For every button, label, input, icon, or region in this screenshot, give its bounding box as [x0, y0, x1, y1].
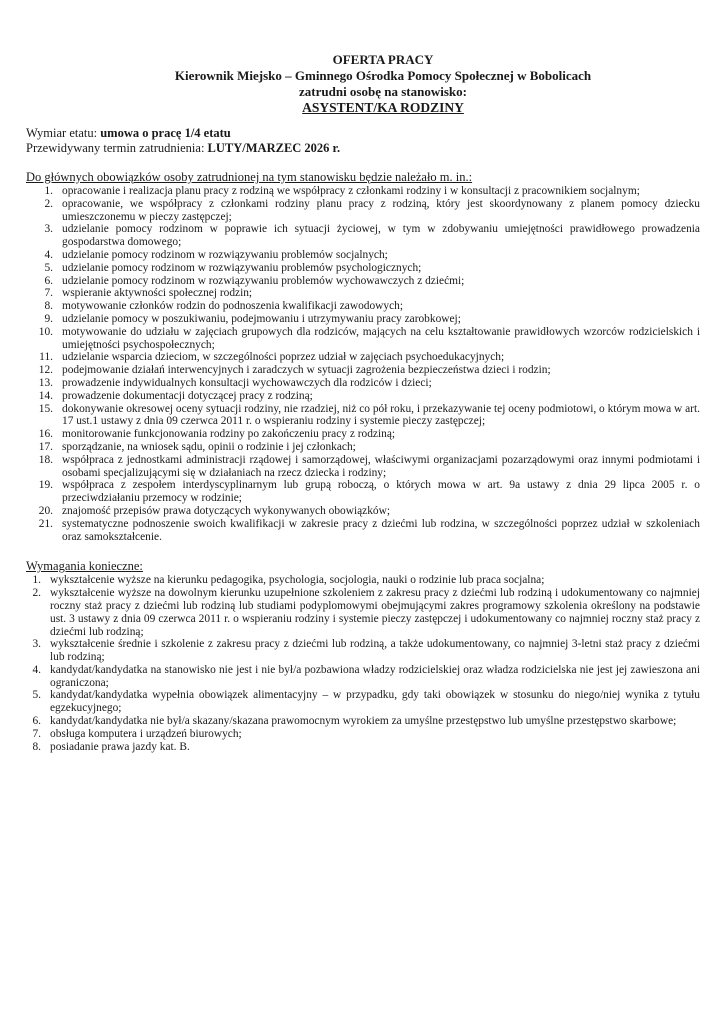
duty-item-text: udzielanie pomocy w poszukiwaniu, podejmowaniu i utrzymywaniu pracy zarobkowej; [62, 312, 461, 325]
duty-item-number: 4. [44, 248, 53, 261]
duty-item-text: udzielanie pomocy rodzinom w rozwiązywaniu problemów socjalnych; [62, 248, 388, 261]
duty-item-number: 17. [38, 440, 53, 453]
requirement-item-number: 1. [32, 574, 41, 587]
term-label: Przewidywany termin zatrudnienia: [26, 141, 205, 155]
duty-item [26, 364, 700, 377]
requirement-item-number: 7. [32, 727, 41, 740]
duty-item-text: współpraca z jednostkami administracji rządowej i samorządowej, właściwymi organizacjami pozarządowymi oraz innymi podmiotami i osobami specjalizującymi się w działaniach na rzecz dziecka i rodziny; [62, 453, 700, 479]
requirements-list [26, 574, 700, 753]
requirement-item [26, 689, 700, 715]
duty-item-number: 13. [38, 376, 53, 389]
duty-item-text: prowadzenie indywidualnych konsultacji wychowawczych dla rodziców i dzieci; [62, 376, 432, 389]
duty-item [26, 326, 700, 352]
etat-row [26, 126, 700, 141]
term-value: LUTY/MARZEC 2026 r. [207, 141, 341, 155]
duty-item-text: udzielanie pomocy rodzinom w rozwiązywaniu problemów psychologicznych; [62, 261, 422, 274]
requirement-item [26, 664, 700, 690]
duty-item-text: systematyczne podnoszenie swoich kwalifikacji w zakresie pracy z dziećmi lub rodzina, w szczególności poprzez udział w szkoleniach oraz samokształcenie. [62, 517, 700, 543]
duty-item-text: prowadzenie dokumentacji dotyczącej pracy z rodziną; [62, 389, 313, 402]
duty-item-number: 18. [38, 453, 53, 466]
requirement-item-text: kandydat/kandydatka wypełnia obowiązek alimentacyjny – w przypadku, gdy taki obowiązek w stosunku do niego/niej wynika z tytułu egzekucyjnego; [50, 689, 700, 715]
requirement-item-number: 3. [32, 638, 41, 651]
duty-item-number: 21. [38, 517, 53, 530]
duty-item-number: 6. [44, 274, 53, 287]
duty-item [26, 351, 700, 364]
requirement-item-text: posiadanie prawa jazdy kat. B. [50, 740, 190, 753]
requirement-item-text: wykształcenie wyższe na kierunku pedagogika, psychologia, socjologia, nauki o rodzinie lub praca socjalna; [50, 574, 545, 587]
duty-item-text: opracowanie i realizacja planu pracy z rodziną we współpracy z członkami rodziny i w konsultacji z pracownikiem socjalnym; [62, 185, 640, 197]
duty-item-number: 7. [44, 287, 53, 300]
duty-item-number: 20. [38, 504, 53, 517]
duty-item [26, 454, 700, 480]
term-row [26, 141, 700, 156]
duty-item-text: motywowanie do udziału w zajęciach grupowych dla rodziców, mających na celu kształtowanie prawidłowych wzorców rodzicielskich i umiejętności psychospołecznych; [62, 325, 700, 351]
duty-item-text: opracowanie, we współpracy z członkami rodziny planu pracy z rodziną, który jest skoordynowany z planem pomocy dziecku umieszczonemu w pieczy zastępczej; [62, 197, 700, 223]
requirement-item-text: kandydat/kandydatka na stanowisko nie jest i nie był/a pozbawiona władzy rodzicielskiej oraz władza rodzicielska nie jest jej zawieszona ani ograniczona; [50, 663, 700, 689]
duty-item-text: sporządzanie, na wniosek sądu, opinii o rodzinie i jej członkach; [62, 440, 356, 453]
duty-item-text: monitorowanie funkcjonowania rodziny po zakończeniu pracy z rodziną; [62, 428, 396, 441]
requirement-item-text: kandydat/kandydatka nie był/a skazany/skazana prawomocnym wyrokiem za umyślne przestępstwo lub umyślne przestępstwo skarbowe; [50, 715, 677, 728]
duty-item-number: 3. [44, 223, 53, 236]
requirement-item [26, 728, 700, 741]
duty-item-number: 10. [38, 325, 53, 338]
duty-item-text: motywowanie członków rodzin do podnoszenia kwalifikacji zawodowych; [62, 300, 403, 313]
duty-item [26, 223, 700, 249]
requirement-item-number: 6. [32, 715, 41, 728]
duties-list [26, 185, 700, 543]
duty-item [26, 287, 700, 300]
duty-item-number: 5. [44, 261, 53, 274]
duty-item [26, 441, 700, 454]
position-title: ASYSTENT/KA RODZINY [302, 100, 464, 115]
duty-item-number: 11. [39, 351, 53, 364]
duty-item-number: 16. [38, 428, 53, 441]
duty-item-number: 9. [44, 312, 53, 325]
duty-item-number: 8. [44, 300, 53, 313]
requirement-item-number: 2. [32, 587, 41, 600]
requirement-item [26, 587, 700, 638]
duty-item-number: 15. [38, 402, 53, 415]
intro-line: zatrudni osobę na stanowisko: [299, 84, 467, 99]
duty-item [26, 377, 700, 390]
duty-item [26, 403, 700, 429]
duties-heading: Do głównych obowiązków osoby zatrudnionej na tym stanowisku będzie należało m. in.: [26, 170, 473, 184]
duty-item [26, 185, 700, 198]
requirement-item-number: 4. [32, 663, 41, 676]
requirements-heading: Wymagania konieczne: [26, 559, 143, 574]
duty-item-text: dokonywanie okresowej oceny sytuacji rodziny, nie rzadziej, niż co pół roku, i przekazywanie tej oceny podmiotowi, o którym mowa w art. 17 ust.1 ustawy z dnia 09 czerwca 2011 r. o wspieraniu rodziny i systemie pieczy zastępczej; [62, 402, 700, 428]
etat-value: umowa o pracę 1/4 etatu [100, 126, 231, 140]
employment-meta [26, 126, 700, 156]
duty-item-text: znajomość przepisów prawa dotyczących wykonywanych obowiązków; [62, 504, 391, 517]
employer-line: Kierownik Miejsko – Gminnego Ośrodka Pomocy Społecznej w Bobolicach [174, 68, 592, 83]
duty-item [26, 300, 700, 313]
duty-item-text: podejmowanie działań interwencyjnych i zaradczych w sytuacji zagrożenia bezpieczeństwa dzieci i rodzin; [62, 364, 551, 377]
requirement-item [26, 638, 700, 664]
requirement-item [26, 574, 700, 587]
duty-item-number: 14. [38, 389, 53, 402]
duty-item [26, 390, 700, 403]
duty-item-number: 19. [38, 479, 53, 492]
requirement-item [26, 741, 700, 754]
duty-item [26, 198, 700, 224]
duty-item [26, 479, 700, 505]
requirement-item-number: 8. [32, 740, 41, 753]
duty-item [26, 249, 700, 262]
duty-item-text: udzielanie wsparcia dzieciom, w szczególności poprzez udział w zajęciach psychoedukacyjnych; [62, 351, 505, 364]
duty-item-number: 2. [44, 197, 53, 210]
duty-item-text: udzielanie pomocy rodzinom w poprawie ich sytuacji życiowej, w tym w zdobywaniu umiejętności prawidłowego prowadzenia gospodarstwa domowego; [62, 223, 700, 249]
duty-item [26, 275, 700, 288]
duty-item [26, 505, 700, 518]
duty-item [26, 262, 700, 275]
duty-item [26, 313, 700, 326]
duty-item-text: współpraca z zespołem interdyscyplinarnym lub grupą roboczą, o których mowa w art. 9a ustawy z dnia 29 lipca 2005 r. o przeciwdziałaniu przemocy w rodzinie; [62, 479, 700, 505]
duty-item [26, 428, 700, 441]
requirement-item-text: obsługa komputera i urządzeń biurowych; [50, 727, 242, 740]
duty-item [26, 518, 700, 544]
duty-item-number: 12. [38, 364, 53, 377]
requirement-item-number: 5. [32, 689, 41, 702]
duty-item-text: wspieranie aktywności społecznej rodzin; [62, 287, 253, 300]
offer-header [26, 52, 700, 116]
requirement-item-text: wykształcenie średnie i szkolenie z zakresu pracy z dziećmi lub rodziną, a także udokumentowany, co najmniej 3-letni staż pracy z dziećmi lub rodziną; [50, 638, 700, 664]
offer-title: OFERTA PRACY [332, 52, 434, 67]
requirement-item [26, 715, 700, 728]
duty-item-number: 1. [44, 185, 53, 197]
duty-item-text: udzielanie pomocy rodzinom w rozwiązywaniu problemów wychowawczych z dziećmi; [62, 274, 465, 287]
requirement-item-text: wykształcenie wyższe na dowolnym kierunku uzupełnione szkoleniem z zakresu pracy z dziećmi lub rodziną i udokumentowany co najmniej roczny staż pracy z dziećmi lub rodziną lub studiami podyplomowymi obejmującymi zakres programowy szkolenia określony na podstawie ust. 3 ustawy z dnia 09 czerwca 2011 r. o wspieraniu rodziny i systemie pieczy zastępczej i udokumentowany co najmniej roczny staż pracy z dziećmi lub rodziną; [50, 587, 700, 638]
etat-label: Wymiar etatu: [26, 126, 98, 140]
